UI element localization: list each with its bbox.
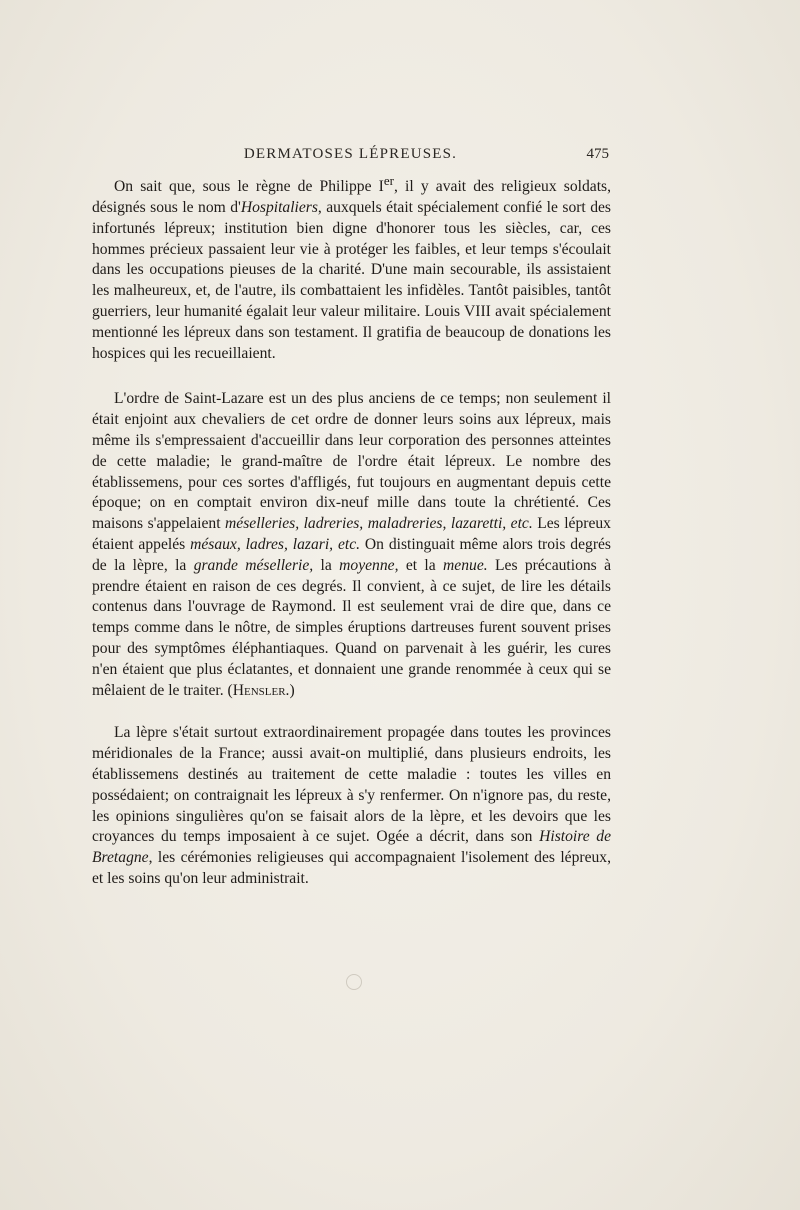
paragraph-2: L'ordre de Saint-Lazare est un des plus anciens de ce temps; non seulement il était enjoint aux chevaliers de cet ordre de donner leurs soins aux lépreux, mais même ils s'empressaient d'accueillir dans leur corporation des personnes atteintes de cette maladie; le grand-maître de l'ordre était lépreux. Le nombre des établissemens, pour ces sortes d'affligés, fut toujours en augmentant depuis cette époque; on en comptait environ dix-neuf mille dans toute la chrétienté. Ces maisons s'appelaient méselleries, ladreries, maladreries, lazaretti, etc. Les lépreux étaient appelés mésaux, ladres, lazari, etc. On distinguait même alors trois degrés de la lèpre, la grande mésellerie, la moyenne, et la menue. Les précautions à prendre étaient en raison de ces degrés. Il convient, à ce sujet, de lire les détails contenus dans l'ouvrage de Raymond. Il est seulement vrai de dire que, dans ce temps comme dans le nôtre, de simples éruptions dartreuses furent souvent prises pour des symptômes éléphantiaques. Quand on parvenait à les guérir, les cures n'en étaient que plus éclatantes, et donnaient une grande renommée à ceux qui se mêlaient de le traiter. (Hensler.)	[92, 390, 612, 699]
paper-stain	[346, 974, 362, 990]
citation-author: Hensler.	[232, 681, 290, 699]
paragraph-3: La lèpre s'était surtout extraordinairement propagée dans toutes les provinces méridionales de la France; aussi avait-on multiplié, dans plusieurs endroits, les établissemens destinés au traitement de cette maladie : toutes les villes en possédaient; on contraignait les lépreux à s'y renfermer. On n'ignore pas, du reste, les opinions singulières qu'on se faisait alors de la lèpre, et les devoirs que les croyances du temps imposaient à ce sujet. Ogée a décrit, dans son Histoire de Bretagne, les cérémonies religieuses qui accompagnaient l'isolement des lépreux, et les soins qu'on leur administrait.	[92, 724, 612, 887]
paragraph-1: On sait que, sous le règne de Philippe Ier, il y avait des religieux soldats, désignés sous le nom d'Hospitaliers, auxquels était spécialement confié le sort des infortunés lépreux; institution bien digne d'honorer tous les siècles, car, ces hommes précieux passaient leur vie à protéger les faibles, et leur temps s'écoulait dans les occupations pieuses de la charité. D'une main secourable, ils assistaient les malheureux, et, de l'autre, ils combattaient les infidèles. Tantôt paisibles, tantôt guerriers, leur humanité égalait leur valeur militaire. Louis VIII avait spécialement mentionné les lépreux dans son testament. Il gratifia de beaucoup de donations les hospices qui les recueillaient.	[92, 173, 611, 362]
page-header	[92, 146, 609, 166]
running-title: DERMATOSES LÉPREUSES.	[243, 146, 458, 162]
italic-term: Hospitaliers	[240, 198, 318, 216]
book-title: Histoire de Bretagne	[92, 828, 612, 867]
page-number: 475	[586, 146, 609, 162]
body-text	[92, 171, 611, 890]
